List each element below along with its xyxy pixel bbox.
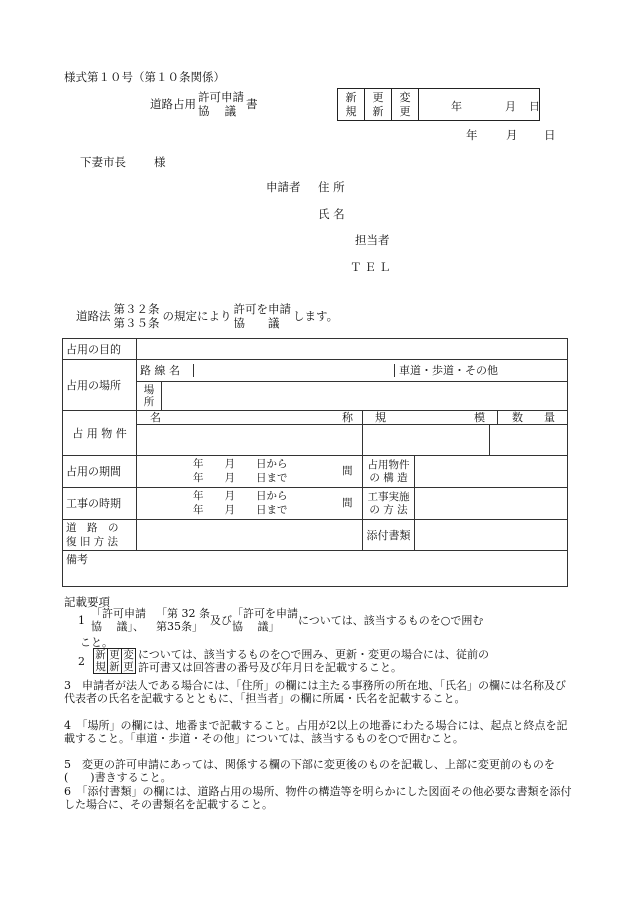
status-change[interactable]: 変 更: [392, 89, 419, 120]
note-4: 4 「場所」の欄には、地番まで記載すること。占用が2以上の地番にわたる場合には、起点と終点を記載すること。「車道・歩道・その他」については、該当するものを○で囲むこと。: [64, 719, 568, 745]
place-label: 場 所: [137, 382, 162, 410]
structure-label: 占用物件 の 構 造: [363, 456, 415, 488]
col-name-header: 名 称: [137, 411, 363, 425]
title-stack-bottom: 協 議: [198, 104, 237, 118]
applicant-contact-label: 担当者: [355, 233, 390, 247]
note-6: 6 「添付書類」の欄には、道路占用の場所、物件の構造等を明らかにした図面その他必要な書類を添付した場合に、その書類名を記載すること。: [64, 785, 572, 811]
remarks-label: 備考: [66, 553, 88, 566]
statement: 道路法 第３２条 第３５条 の規定により 許可を申請 協 議 します。: [76, 302, 339, 330]
object-qty-field[interactable]: [490, 425, 568, 455]
object-name-field[interactable]: [137, 425, 363, 456]
note-3: 3 申請者が法人である場合には、「住所」の欄には主たる事務所の所在地、「氏名」の欄には名称及び代表者の氏名を記載するとともに、「担当者」の欄に所属・氏名を記載すること。: [64, 679, 566, 705]
restore-label: 道 路 の 復 旧 方 法: [63, 520, 137, 551]
note-1: 1 「許可申請 協 議」、 「第 32 条 第35条」 及び 「許可を申請 協 議」 については、該当するものを○で囲む: [78, 607, 484, 633]
note-2: 2 新 規 更 新 変 更 については、該当するものを○で囲み、更新・変更の場合には、従前の 許可書又は回答書の番号及び年月日を記載すること。: [78, 648, 490, 674]
form-number: 様式第１０号（第１０条関係）: [64, 70, 225, 84]
route-name-label: 路 線 名: [137, 364, 194, 377]
location-label: 占用の場所: [63, 360, 137, 411]
title-suffix: 書: [246, 97, 258, 111]
period-label: 占用の期間: [63, 456, 137, 488]
structure-field[interactable]: [415, 456, 568, 488]
place-field[interactable]: [162, 382, 568, 410]
method-field[interactable]: [415, 488, 568, 520]
remarks-field[interactable]: [63, 551, 568, 587]
status-renew[interactable]: 更 新: [365, 89, 392, 120]
purpose-label: 占用の目的: [63, 339, 137, 360]
col-qty-header: 数 量: [512, 411, 555, 424]
purpose-field[interactable]: [137, 339, 568, 360]
form-title: [150, 90, 258, 118]
title-stack-top: 許可申請: [198, 90, 244, 104]
applicant-address-label: 住 所: [318, 180, 345, 194]
applicant-name-label: 氏 名: [318, 207, 345, 221]
road-type-options[interactable]: 車道・歩道・その他: [399, 364, 498, 377]
construction-label: 工事の時期: [63, 488, 137, 520]
objects-label: 占 用 物 件: [63, 411, 137, 456]
notes-heading: 記載要項: [64, 595, 110, 609]
status-box: [337, 88, 540, 121]
status-date-field[interactable]: 年 月 日: [451, 100, 540, 113]
attachments-field[interactable]: [415, 520, 568, 551]
applicant-label: 申請者: [266, 180, 301, 194]
note-1-cont: こと。: [80, 636, 113, 649]
route-name-field[interactable]: [194, 364, 395, 377]
construction-field[interactable]: 年 月 日から 年 月 日まで 間: [137, 488, 363, 520]
col-scale-header: 規 模: [363, 411, 498, 424]
applicant-tel-label: ＴＥＬ: [350, 260, 394, 274]
title-prefix: 道路占用: [150, 97, 196, 111]
note-5: 5 変更の許可申請にあっては、関係する欄の下部に変更後のものを記載し、上部に変更前のものを( )書きすること。: [64, 758, 555, 784]
status-new[interactable]: 新 規: [338, 89, 365, 120]
restore-field[interactable]: [137, 520, 363, 551]
application-table: [62, 338, 568, 587]
object-scale-field[interactable]: [363, 425, 490, 455]
attachments-label: 添付書類: [363, 520, 415, 551]
period-field[interactable]: 年 月 日から 年 月 日まで 間: [137, 456, 363, 488]
method-label: 工事実施 の 方 法: [363, 488, 415, 520]
note-2-status-box: 新 規 更 新 変 更: [93, 648, 136, 674]
addressee: 下妻市長 様: [80, 155, 166, 169]
